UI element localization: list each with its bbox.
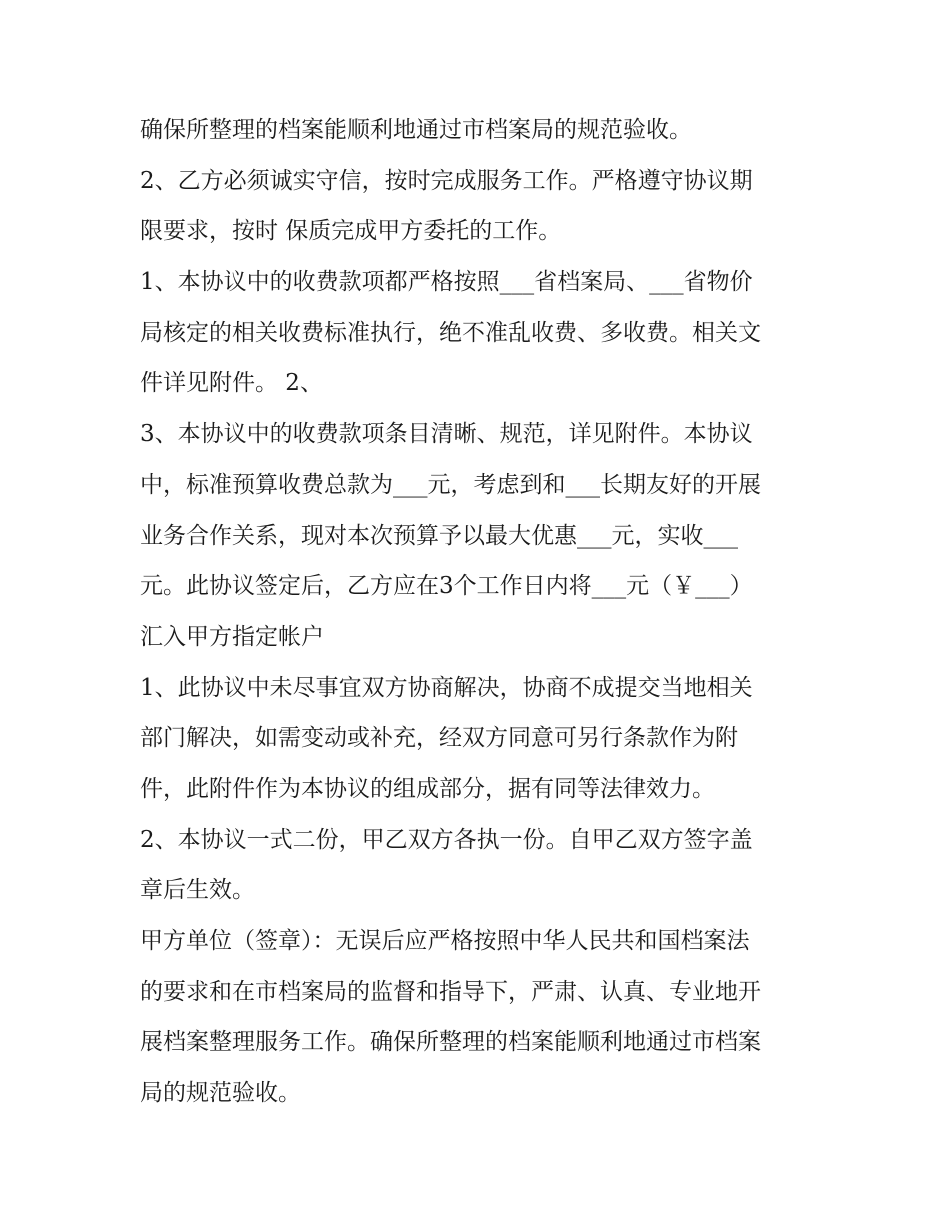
text-line: 2、本协议一式二份，甲乙双方各执一份。自甲乙双方签字盖 [140,826,753,853]
text-line: 部门解决，如需变动或补充，经双方同意可另行条款作为附 [140,725,738,752]
text-line: 汇入甲方指定帐户 [140,623,324,650]
text-line: 件，此附件作为本协议的组成部分，据有同等法律效力。 [140,775,715,802]
text-line: 局的规范验收。 [140,1080,301,1107]
text-line: 甲方单位（签章）：无误后应严格按照中华人民共和国档案法 [140,928,750,954]
text-line: 的要求和在市档案局的监督和指导下，严肃、认真、专业地开 [140,978,761,1005]
text-line: 3、本协议中的收费款项条目清晰、规范，详见附件。本协议 [140,421,753,448]
text-line: 2、乙方必须诚实守信，按时完成服务工作。严格遵守协议期 [140,167,753,194]
text-line: 展档案整理服务工作。确保所整理的档案能顺利地通过市档案 [140,1029,761,1056]
text-line: 元。此协议签定后，乙方应在3个工作日内将___元（￥___） [140,573,753,600]
text-line: 限要求，按时 保质完成甲方委托的工作。 [140,218,562,245]
text-line: 1、本协议中的收费款项都严格按照___省档案局、___省物价 [140,269,753,296]
text-line: 局核定的相关收费标准执行，绝不准乱收费、多收费。相关文 [140,319,761,346]
text-line: 中，标准预算收费总款为___元，考虑到和___长期友好的开展 [140,471,761,498]
text-line: 业务合作关系，现对本次预算予以最大优惠___元，实收___ [140,522,738,549]
text-line: 件详见附件。 2、 [140,370,323,397]
text-line: 章后生效。 [140,877,255,904]
document-body [140,105,820,1119]
text-line: 确保所整理的档案能顺利地通过市档案局的规范验收。 [140,117,692,143]
text-line: 1、此协议中未尽事宜双方协商解决，协商不成提交当地相关 [140,674,753,701]
